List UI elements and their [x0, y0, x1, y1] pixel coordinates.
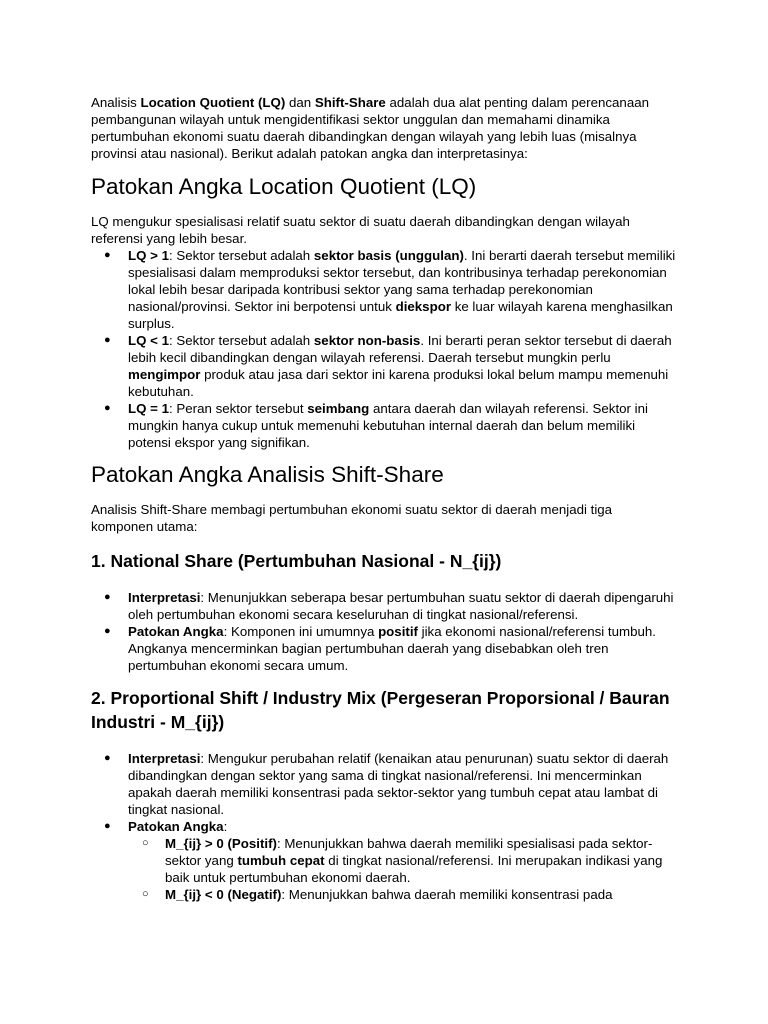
- text: jika ekonomi nasional/referensi tumbuh. Angkanya mencerminkan bagian pertumbuhan daerah yang disebabkan oleh tren pertumbuhan ekonomi secara umum.: [128, 624, 656, 673]
- text: . Ini berarti daerah tersebut memiliki spesialisasi dalam memproduksi sektor tersebut, dan kontribusinya terhadap perekonomian lokal lebih besar daripada kontribusi sektor yang sama terhadap perekonomian nasional/provinsi. Sektor ini berpotensi untuk: [128, 248, 676, 314]
- text: Analisis: [91, 95, 141, 110]
- list-item: [104, 750, 676, 818]
- bold-text: Interpretasi: [128, 590, 201, 605]
- text: dan: [285, 95, 315, 110]
- list-item: [104, 818, 676, 903]
- bold-text: diekspor: [395, 299, 451, 314]
- text: . Ini berarti peran sektor tersebut di daerah lebih kecil dibandingkan dengan wilayah referensi. Daerah tersebut mungkin perlu: [128, 333, 672, 365]
- bullet-icon: ●: [104, 249, 111, 261]
- list-item: [104, 400, 676, 451]
- bullet-icon: ●: [104, 334, 111, 346]
- bold-text: sektor non-basis: [313, 333, 421, 348]
- lq-heading: Patokan Angka Location Quotient (LQ): [91, 174, 477, 199]
- bullet-icon: ●: [104, 820, 111, 832]
- list-item: [104, 623, 676, 674]
- list-item: [104, 332, 676, 400]
- bold-text: Patokan Angka: [128, 624, 224, 639]
- bold-text: seimbang: [307, 401, 370, 416]
- circle-bullet-icon: ○: [142, 888, 149, 900]
- bullet-icon: ●: [104, 625, 111, 637]
- circle-bullet-icon: ○: [142, 837, 149, 849]
- text: : Menunjukkan seberapa besar pertumbuhan suatu sektor di daerah dipengaruhi oleh pertumbuhan ekonomi secara keseluruhan di tingkat nasional/referensi.: [128, 590, 674, 622]
- list-item: [104, 589, 676, 623]
- proportional-shift-heading: 2. Proportional Shift / Industry Mix (Pergeseran Proporsional / Bauran Industri - M_{ij}): [91, 688, 670, 732]
- bold-text: LQ = 1: [128, 401, 170, 416]
- bold-text: mengimpor: [128, 367, 201, 382]
- bold-text: Location Quotient (LQ): [140, 95, 286, 110]
- text: di tingkat nasional/referensi. Ini merupakan indikasi yang baik untuk pertumbuhan ekonomi daerah.: [165, 853, 663, 885]
- shift-share-heading: Patokan Angka Analisis Shift-Share: [91, 462, 444, 487]
- patokan-sub-list: [128, 835, 676, 903]
- text: : Menunjukkan bahwa daerah memiliki spesialisasi pada sektor-sektor yang: [165, 836, 653, 868]
- text: :: [223, 819, 228, 834]
- bold-text: positif: [378, 624, 418, 639]
- text: adalah dua alat penting dalam perencanaan pembangunan wilayah untuk mengidentifikasi sektor unggulan dan memahami dinamika pertumbuhan ekonomi suatu daerah dibandingkan dengan wilayah yang lebih luas (misalnya provinsi atau nasional). Berikut adalah patokan angka dan interpretasinya:: [91, 95, 650, 161]
- bold-text: Patokan Angka: [128, 819, 224, 834]
- sub-list-item: [142, 886, 676, 903]
- bold-text: sektor basis (unggulan): [313, 248, 464, 263]
- text: : Sektor tersebut adalah: [169, 248, 314, 263]
- list-item: [104, 247, 676, 332]
- bullet-icon: ●: [104, 402, 111, 414]
- bold-text: tumbuh cepat: [237, 853, 325, 868]
- bullet-icon: ●: [104, 752, 111, 764]
- lq-lead-paragraph: LQ mengukur spesialisasi relatif suatu sektor di suatu daerah dibandingkan dengan wilayah referensi yang lebih besar.: [91, 214, 630, 246]
- text: : Sektor tersebut adalah: [169, 333, 314, 348]
- intro-paragraph: [91, 94, 676, 162]
- bold-text: Shift-Share: [314, 95, 386, 110]
- sub-list-item: [142, 835, 676, 886]
- national-share-list: [91, 589, 676, 674]
- bullet-icon: ●: [104, 591, 111, 603]
- text: antara daerah dan wilayah referensi. Sektor ini mungkin hanya cukup untuk memenuhi kebutuhan internal daerah dan belum memiliki potensi ekspor yang signifikan.: [128, 401, 648, 450]
- text: : Peran sektor tersebut: [169, 401, 308, 416]
- bold-text: LQ > 1: [128, 248, 170, 263]
- shift-share-lead-paragraph: Analisis Shift-Share membagi pertumbuhan ekonomi suatu sektor di daerah menjadi tiga komponen utama:: [91, 502, 613, 534]
- text: : Mengukur perubahan relatif (kenaikan atau penurunan) suatu sektor di daerah dibandingkan dengan sektor yang sama di tingkat nasional/referensi. Ini mencerminkan apakah daerah memiliki konsentrasi pada sektor-sektor yang tumbuh cepat atau lambat di tingkat nasional.: [128, 751, 669, 817]
- text: ke luar wilayah karena menghasilkan surplus.: [128, 299, 673, 331]
- bold-text: M_{ij} < 0 (Negatif): [165, 887, 282, 902]
- bold-text: Interpretasi: [128, 751, 201, 766]
- bold-text: LQ < 1: [128, 333, 170, 348]
- text: : Menunjukkan bahwa daerah memiliki konsentrasi pada: [281, 887, 613, 902]
- lq-list: [91, 247, 676, 451]
- text: : Komponen ini umumnya: [223, 624, 379, 639]
- national-share-heading: 1. National Share (Pertumbuhan Nasional - N_{ij}): [91, 551, 502, 571]
- bold-text: M_{ij} > 0 (Positif): [165, 836, 277, 851]
- text: produk atau jasa dari sektor ini karena produksi lokal belum mampu memenuhi kebutuhan.: [128, 367, 669, 399]
- proportional-shift-list: [91, 750, 676, 903]
